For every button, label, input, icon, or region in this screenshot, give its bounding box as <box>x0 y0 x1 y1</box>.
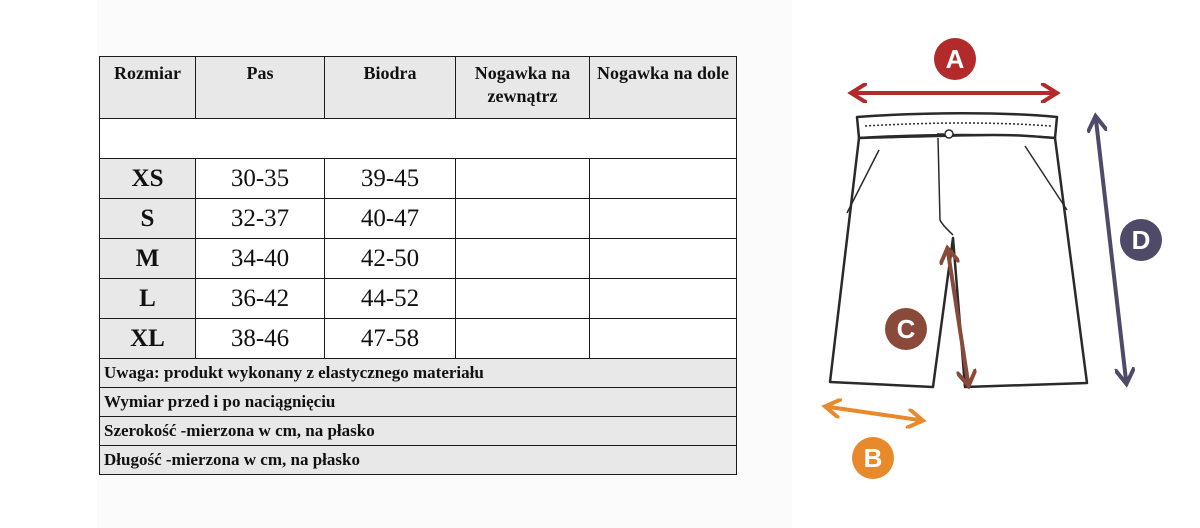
pas-cell: 30-35 <box>196 159 325 199</box>
nogawka-zewnatrz-cell <box>456 319 590 359</box>
header-nogawka-dole: Nogawka na dole <box>590 57 737 119</box>
size-cell: XL <box>100 319 196 359</box>
header-biodra: Biodra <box>325 57 456 119</box>
pas-cell: 34-40 <box>196 239 325 279</box>
note-row <box>100 388 737 417</box>
biodra-cell: 40-47 <box>325 199 456 239</box>
header-pas: Pas <box>196 57 325 119</box>
nogawka-zewnatrz-cell <box>456 159 590 199</box>
header-row <box>100 57 737 119</box>
biodra-cell: 44-52 <box>325 279 456 319</box>
nogawka-dole-cell <box>590 199 737 239</box>
label-d: D <box>1131 225 1151 255</box>
pas-cell: 36-42 <box>196 279 325 319</box>
header-rozmiar: Rozmiar <box>100 57 196 119</box>
table-row <box>100 239 737 279</box>
note-text: Wymiar przed i po naciągnięciu <box>100 388 737 417</box>
nogawka-zewnatrz-cell <box>456 199 590 239</box>
table-row <box>100 279 737 319</box>
spacer-row <box>100 119 737 159</box>
length-arrow-d <box>1096 120 1126 380</box>
note-text: Długość -mierzona w cm, na płasko <box>100 446 737 475</box>
note-text: Uwaga: produkt wykonany z elastycznego materiału <box>100 359 737 388</box>
pas-cell: 32-37 <box>196 199 325 239</box>
nogawka-dole-cell <box>590 239 737 279</box>
nogawka-dole-cell <box>590 279 737 319</box>
label-c: C <box>896 314 916 344</box>
table-row <box>100 199 737 239</box>
pas-cell: 38-46 <box>196 319 325 359</box>
shorts-measurement-diagram <box>805 30 1195 500</box>
size-cell: XS <box>100 159 196 199</box>
table-row <box>100 159 737 199</box>
label-a-badge <box>934 38 976 80</box>
nogawka-zewnatrz-cell <box>456 239 590 279</box>
table-row <box>100 319 737 359</box>
size-cell: S <box>100 199 196 239</box>
size-cell: M <box>100 239 196 279</box>
leg-opening-arrow-b <box>829 407 919 420</box>
size-cell: L <box>100 279 196 319</box>
header-nogawka-zewnatrz: Nogawka na zewnątrz <box>456 57 590 119</box>
label-b: B <box>863 443 883 473</box>
size-chart-table <box>99 56 737 475</box>
label-c-badge <box>885 308 927 350</box>
label-d-badge <box>1120 219 1162 261</box>
biodra-cell: 39-45 <box>325 159 456 199</box>
note-row <box>100 446 737 475</box>
nogawka-zewnatrz-cell <box>456 279 590 319</box>
note-row <box>100 359 737 388</box>
note-text: Szerokość -mierzona w cm, na płasko <box>100 417 737 446</box>
nogawka-dole-cell <box>590 159 737 199</box>
label-a: A <box>945 44 965 74</box>
biodra-cell: 42-50 <box>325 239 456 279</box>
note-row <box>100 417 737 446</box>
nogawka-dole-cell <box>590 319 737 359</box>
shorts-outline <box>830 113 1087 387</box>
biodra-cell: 47-58 <box>325 319 456 359</box>
label-b-badge <box>852 437 894 479</box>
